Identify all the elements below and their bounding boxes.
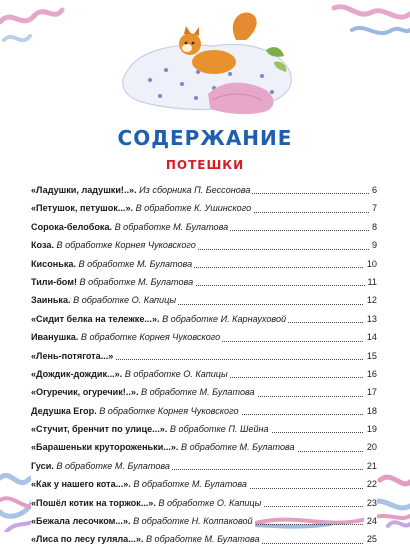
toc-entry-page: 20 [364, 438, 377, 456]
toc-entry-title: Коза. [31, 240, 54, 251]
section-heading: ПОТЕШКИ [165, 158, 245, 172]
toc-entry-title: «Барашеньки крутороженьки...». [31, 442, 179, 453]
toc-entry-title: «Как у нашего кота...». [31, 479, 131, 490]
toc-entry-text [31, 347, 115, 365]
toc-entry[interactable] [31, 236, 377, 254]
toc-entry-page: 15 [364, 347, 377, 365]
toc-entry-page: 7 [369, 199, 377, 217]
toc-entry-source: В обработке М. Булатова [114, 221, 229, 232]
toc-entry-text [31, 383, 257, 401]
toc-entry-text [31, 218, 230, 236]
toc-entry-text [31, 365, 230, 383]
toc-entry-page: 14 [364, 328, 377, 346]
toc-entry-text [31, 475, 249, 493]
toc-entry-page: 19 [364, 420, 377, 438]
toc-entry-text [31, 438, 297, 456]
toc-entry-title: «Ладушки, ладушки!..». [31, 185, 137, 195]
toc-entry-page: 18 [364, 402, 377, 420]
toc-entry[interactable] [31, 475, 377, 493]
toc-entry[interactable] [31, 402, 377, 420]
toc-entry-text [31, 530, 262, 548]
toc-entry-page: 6 [369, 181, 377, 199]
toc-entry-text [31, 181, 252, 199]
table-of-contents [31, 181, 377, 549]
page-title: СОДЕРЖАНИЕ [117, 126, 293, 150]
toc-entry-source: В обработке Н. Колпаковой [133, 516, 253, 527]
toc-entry-source: В обработке К. Ушинского [135, 203, 252, 214]
toc-entry[interactable] [31, 310, 377, 328]
toc-entry[interactable] [31, 494, 377, 512]
toc-entry-source: В обработке М. Булатова [141, 387, 255, 398]
toc-entry-source: В обработке Корнея Чуковского [99, 405, 239, 416]
toc-entry-source: В обработке О. Капицы [73, 295, 177, 306]
toc-entry[interactable] [31, 218, 377, 236]
toc-entry-title: «Бежала лесочком...». [31, 516, 131, 527]
toc-entry[interactable] [31, 512, 377, 530]
toc-entry-text [31, 310, 288, 328]
squirrel-on-pillow-illustration [0, 0, 410, 120]
toc-entry-source: В обработке И. Карнауховой [162, 313, 287, 324]
toc-entry-page: 11 [365, 273, 377, 291]
toc-entry-title: Дедушка Егор. [31, 405, 97, 416]
toc-entry-source: В обработке М. Булатова [79, 276, 194, 287]
toc-entry-page: 8 [369, 218, 377, 236]
toc-entry-source: В обработке Корнея Чуковского [56, 240, 196, 251]
toc-entry-text [31, 255, 194, 273]
toc-entry-source: В обработке Корнея Чуковского [80, 332, 221, 343]
toc-entry[interactable] [31, 255, 377, 273]
toc-entry-source: В обработке М. Булатова [78, 258, 193, 269]
toc-entry-page: 16 [364, 365, 377, 383]
toc-entry-text [31, 199, 253, 217]
toc-entry-title: Кисонька. [31, 258, 76, 269]
toc-entry-text [31, 512, 255, 530]
toc-entry-text [31, 291, 178, 309]
toc-entry[interactable] [31, 365, 377, 383]
toc-entry[interactable] [31, 530, 377, 548]
toc-entry[interactable] [31, 328, 377, 346]
toc-entry-title: «Сидит белка на тележке...». [31, 313, 160, 324]
toc-entry-title: «Петушок, петушок...». [31, 203, 134, 214]
toc-entry-source: В обработке О. Капицы [124, 368, 228, 379]
toc-entry-title: Тили-бом! [31, 276, 78, 287]
toc-entry-text [31, 236, 198, 254]
toc-entry-page: 10 [364, 255, 377, 273]
toc-entry-text [31, 273, 195, 291]
toc-entry-source: В обработке М. Булатова [133, 479, 247, 490]
toc-entry-title: «Лень-потягота...» [31, 350, 114, 361]
toc-entry-page: 23 [364, 494, 377, 512]
toc-entry-text [31, 420, 271, 438]
toc-entry[interactable] [31, 457, 377, 475]
toc-entry-title: «Огуречик, огуречик!..». [31, 387, 139, 398]
toc-entry[interactable] [31, 438, 377, 456]
toc-entry-text [31, 457, 172, 475]
toc-entry[interactable] [31, 347, 377, 365]
toc-entry-source: В обработке П. Шейна [169, 424, 269, 435]
toc-entry[interactable] [31, 291, 377, 309]
toc-entry[interactable] [31, 273, 377, 291]
toc-entry-page: 9 [369, 236, 377, 254]
toc-entry-page: 25 [364, 530, 377, 548]
toc-entry-page: 13 [364, 310, 377, 328]
toc-entry-title: «Дождик-дождик...». [31, 368, 123, 379]
toc-entry-source: В обработке М. Булатова [56, 460, 170, 471]
toc-entry-text [31, 328, 222, 346]
toc-entry-title: Сорока-белобока. [31, 221, 113, 232]
toc-entry-page: 22 [364, 475, 377, 493]
toc-entry[interactable] [31, 420, 377, 438]
toc-entry-title: Иванушка. [31, 332, 79, 343]
toc-entry-title: «Лиса по лесу гуляла...». [31, 534, 144, 545]
toc-entry-title: Гуси. [31, 460, 54, 471]
toc-entry-title: Заинька. [31, 295, 71, 306]
toc-entry-text [31, 402, 241, 420]
toc-entry-title: «Пошёл котик на торжок...». [31, 497, 156, 508]
toc-entry-title: «Стучит, бренчит по улице...». [31, 424, 168, 435]
toc-entry-source: Из сборника П. Бессонова [139, 185, 251, 195]
toc-entry-page: 21 [364, 457, 377, 475]
toc-entry[interactable] [31, 383, 377, 401]
toc-entry[interactable] [31, 199, 377, 217]
toc-entry-source: В обработке О. Капицы [158, 497, 262, 508]
toc-entry-text [31, 494, 263, 512]
toc-entry-page: 24 [364, 512, 377, 530]
toc-entry-page: 12 [364, 291, 377, 309]
toc-entry-source: В обработке М. Булатова [181, 442, 295, 453]
toc-entry-source: В обработке М. Булатова [145, 534, 260, 545]
toc-entry-page: 17 [364, 383, 377, 401]
toc-entry[interactable] [31, 181, 377, 199]
